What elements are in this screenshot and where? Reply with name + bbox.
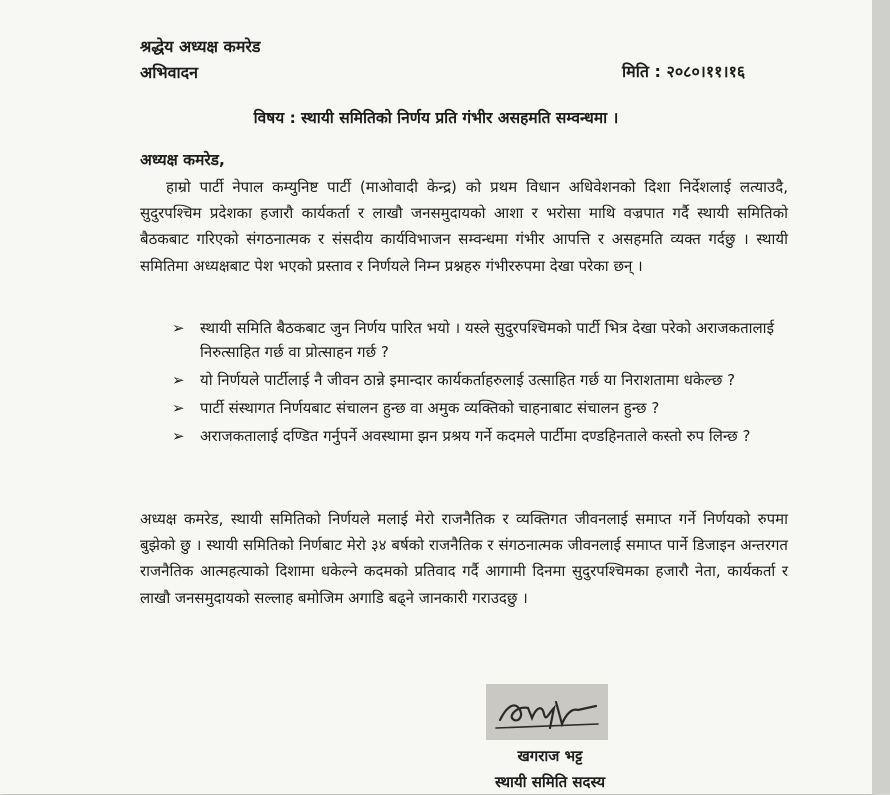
salutation bbox=[140, 34, 261, 86]
signature-block bbox=[470, 743, 630, 795]
signer-title: स्थायी समिति सदस्य bbox=[494, 773, 606, 791]
salutation-line-1: श्रद्धेय अध्यक्ष कमरेड bbox=[140, 37, 261, 56]
signer-name: खगराज भट्ट bbox=[517, 747, 583, 765]
arrow-bullet-icon: ➢ bbox=[172, 399, 185, 417]
arrow-bullet-icon: ➢ bbox=[172, 427, 185, 445]
paragraph-1 bbox=[140, 174, 788, 279]
handwritten-signature-icon bbox=[486, 684, 608, 740]
signature-image bbox=[486, 684, 608, 740]
list-item-text: यो निर्णयले पार्टीलाई नै जीवन ठान्ने इमान्दार कार्यकर्ताहरुलाई उत्साहित गर्छ या निराशतामा धकेल्छ ? bbox=[200, 371, 736, 389]
subject-line: विषय : स्थायी समितिको निर्णय प्रति गंभीर असहमति सम्वन्धमा । bbox=[253, 109, 619, 127]
paragraph-2: अध्यक्ष कमरेड, स्थायी समितिको निर्णयले मलाई मेरो राजनैतिक र व्यक्तिगत जीवनलाई समाप्त गर्ने निर्णयको रुपमा बुझेको छु । स्थायी समितिको निर्णबाट मेरो ३४ बर्षको राजनैतिक र संगठनात्मक जीवनलाई समाप्त पार्ने डिजाइन अन्तरगत राजनैतिक आत्महत्याको दिशामा धकेल्ने कदमको प्रतिवाद गर्दै आगामी दिनमा सुदुरपश्चिमका हजारौ नेता, कार्यकर्ता र लाखौ जनसमुदायको सल्लाह बमोजिम अगाडि बढ्ने जानकारी गराउदछु । bbox=[140, 510, 788, 607]
date: मिति : २०८०।११।१६ bbox=[622, 62, 746, 81]
salutation-line-2: अभिवादन bbox=[140, 63, 199, 82]
address-line: अध्यक्ष कमरेड, bbox=[140, 151, 225, 169]
paragraph-1-text: हाम्रो पार्टी नेपाल कम्युनिष्ट पार्टी (माओवादी केन्द्र) को प्रथम विधान अधिवेशनको दिशा निर्देशलाई लत्याउदै, सुदुरपश्चिम प्रदेशका हजारौ कार्यकर्ता र लाखौ जनसमुदायको आशा र भरोसा माथि वज्रपात गर्दै स्थायी समितिको बैठकबाट गरिएको संगठनात्मक र संसदीय कार्यविभाजन सम्वन्धमा गंभीर आपत्ति र असहमति व्यक्त गर्दछु । स्थायी समितिमा अध्यक्षबाट पेश भएको प्रस्ताव र निर्णयले निम्न प्रश्नहरु गंभीररुपमा देखा परेका छन् । bbox=[140, 178, 788, 275]
list-item-text: स्थायी समिति बैठकबाट जुन निर्णय पारित भयो । यस्ले सुदुरपश्चिमको पार्टी भित्र देखा परेको अराजकतालाई निरुत्साहित गर्छ वा प्रोत्साहन गर्छ ? bbox=[200, 319, 774, 361]
list-item bbox=[170, 316, 790, 364]
arrow-bullet-icon: ➢ bbox=[172, 371, 185, 389]
page-edge bbox=[872, 0, 890, 794]
list-item-text: अराजकतालाई दण्डित गर्नुपर्ने अवस्थामा झन प्रश्रय गर्ने कदमले पार्टीमा दण्डहिनताले कस्तो रुप लिन्छ ? bbox=[200, 427, 751, 445]
list-item-text: पार्टी संस्थागत निर्णयबाट संचालन हुन्छ वा अमुक व्यक्तिको चाहनाबाट संचालन हुन्छ ? bbox=[200, 399, 660, 417]
arrow-bullet-icon: ➢ bbox=[172, 319, 185, 337]
list-item bbox=[170, 424, 790, 448]
question-list bbox=[170, 316, 790, 452]
list-item bbox=[170, 368, 790, 392]
list-item bbox=[170, 396, 790, 420]
